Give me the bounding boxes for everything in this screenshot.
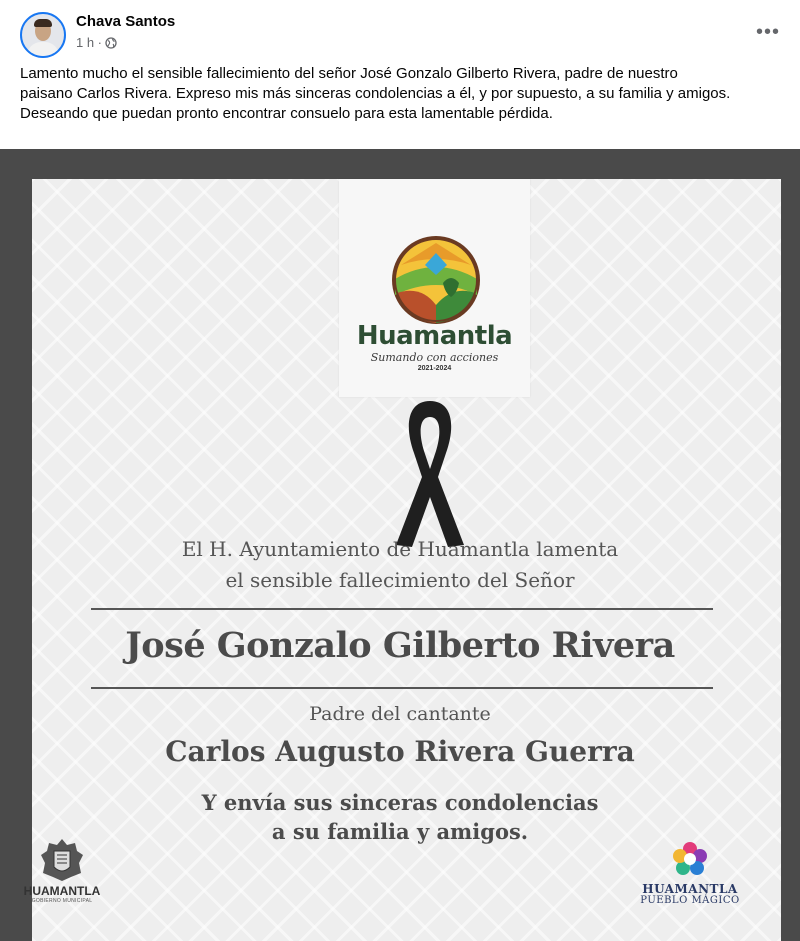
crest-icon (39, 837, 85, 883)
condolence-line-1: Y envía sus sinceras condolencias (201, 790, 599, 815)
huamantla-logo (339, 179, 530, 397)
post-header (0, 0, 800, 68)
more-options-button[interactable]: ••• (755, 20, 780, 43)
post-text: Lamento mucho el sensible fallecimiento del señor José Gonzalo Gilberto Rivera, padre de nuestro paisano Carlos Rivera. Expreso mis más sinceras condolencias a él, y por supuesto, a su familia y amigos. Deseando que puedan pronto encontrar consuelo para esta lamentable pérdida. (20, 65, 731, 122)
pueblo-name: HUAMANTLA (642, 882, 738, 896)
condolence-line-2: a su familia y amigos. (271, 819, 529, 844)
logo-years: 2021-2024 (417, 365, 452, 372)
pueblo-magico-icon (670, 839, 710, 879)
avatar[interactable] (20, 12, 66, 58)
logo-name: Huamantla (356, 321, 513, 351)
huamantla-emblem-icon (391, 235, 481, 325)
mourning-ribbon-icon (390, 395, 470, 551)
singer-name: Carlos Augusto Rivera Guerra (165, 735, 635, 768)
pueblo-subtitle: PUEBLO MÁGICO (640, 895, 740, 906)
post-time[interactable]: 1 h · (76, 35, 103, 50)
intro-line-2: el sensible fallecimiento del Señor (225, 568, 575, 592)
logo-slogan: Sumando con acciones (370, 351, 499, 364)
pueblo-magico-logo (640, 839, 740, 911)
author-name[interactable]: Chava Santos (76, 13, 176, 30)
deceased-name: José Gonzalo Gilberto Rivera (125, 625, 675, 666)
crest-name: HUAMANTLA (23, 884, 101, 898)
divider-bottom (91, 687, 713, 689)
post-image[interactable] (0, 149, 800, 941)
globe-icon (105, 37, 117, 49)
municipal-crest (22, 837, 102, 911)
post-meta (76, 35, 117, 50)
intro-line-1: El H. Ayuntamiento de Huamantla lamenta (181, 537, 619, 561)
relation-label: Padre del cantante (309, 703, 491, 725)
crest-subtitle: GOBIERNO MUNICIPAL (31, 898, 93, 904)
divider-top (91, 608, 713, 610)
